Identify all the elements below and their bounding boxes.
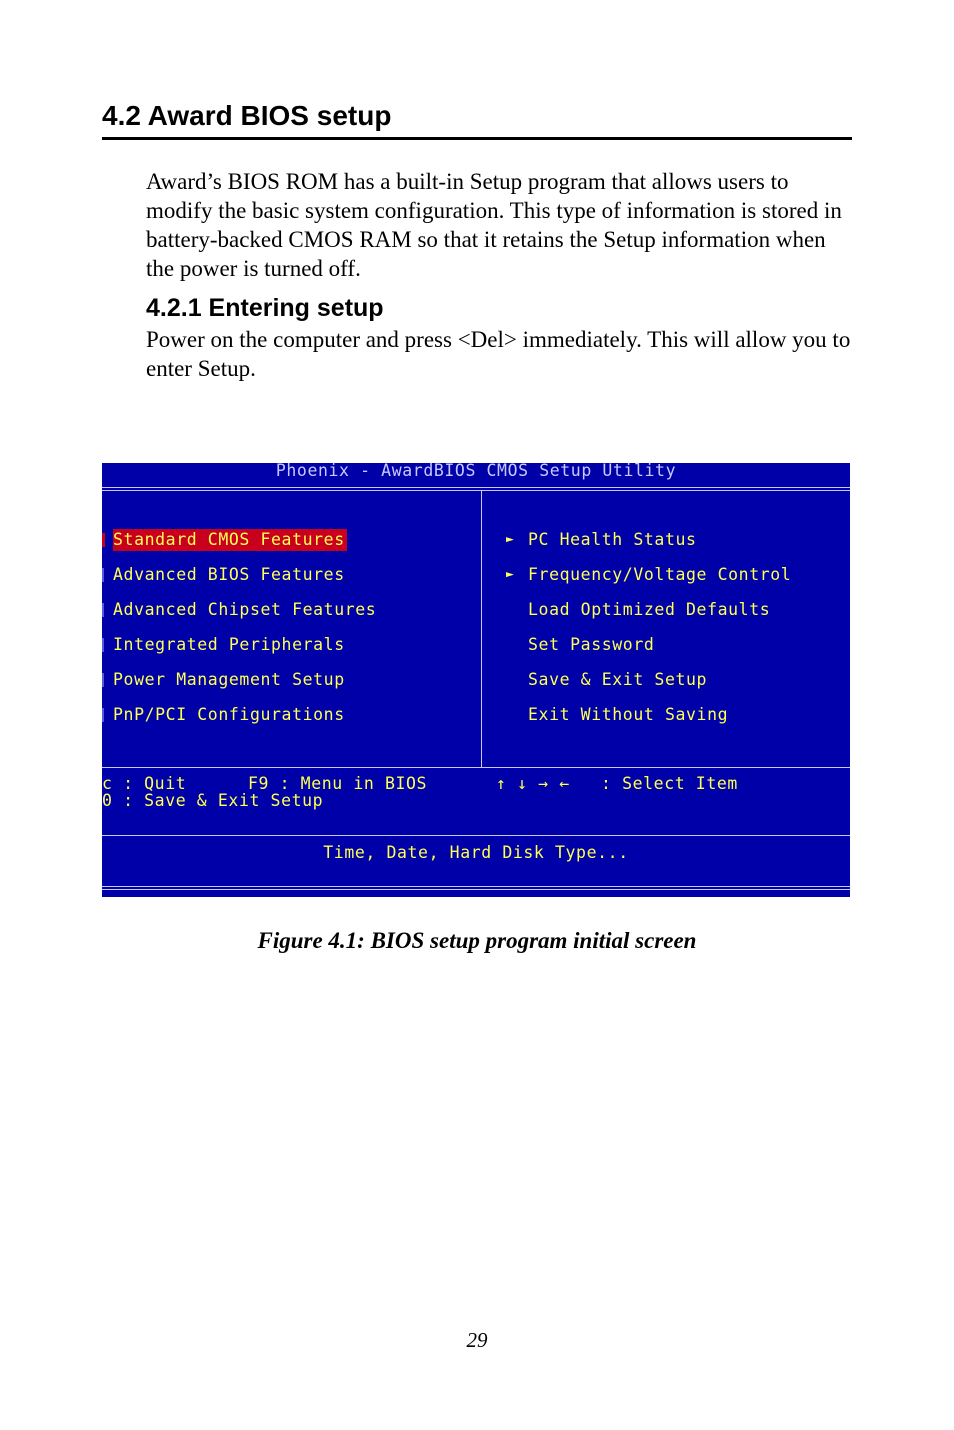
key-menu-in-bios: F9 : Menu in BIOS (248, 774, 428, 793)
arrow-keys-icon: ↑ ↓ → ← (496, 774, 570, 793)
menu-item-integrated-peripherals[interactable]: Integrated Peripherals (113, 635, 345, 654)
key-select-item: : Select Item (601, 774, 738, 793)
submenu-arrow-icon: ► (506, 567, 515, 582)
intro-paragraph: Award’s BIOS ROM has a built-in Setup program that allows users to modify the basic system configuration. This type of information is stored in battery-backed CMOS RAM so that it retains the Setup information when the power is turned off. (146, 169, 842, 281)
figure-caption: Figure 4.1: BIOS setup program initial screen (257, 928, 697, 953)
menu-item-exit-without-saving[interactable]: Exit Without Saving (528, 705, 729, 724)
key-quit: c : Quit (102, 774, 187, 793)
bios-divider-top-2 (102, 490, 850, 491)
menu-item-pc-health[interactable]: PC Health Status (528, 530, 697, 549)
bios-help-line: Time, Date, Hard Disk Type... (323, 843, 629, 862)
menu-item-load-defaults[interactable]: Load Optimized Defaults (528, 600, 771, 619)
selection-marker (102, 533, 105, 547)
bios-column-divider (481, 490, 482, 767)
menu-bullet (102, 673, 104, 687)
menu-item-pnp-pci[interactable]: PnP/PCI Configurations (113, 705, 345, 724)
menu-item-frequency-voltage[interactable]: Frequency/Voltage Control (528, 565, 792, 584)
menu-item-save-exit[interactable]: Save & Exit Setup (528, 670, 708, 689)
key-save-exit: 0 : Save & Exit Setup (102, 791, 324, 810)
bios-title: Phoenix - AwardBIOS CMOS Setup Utility (275, 463, 677, 480)
menu-bullet (102, 568, 104, 582)
bios-divider-bottom-2 (102, 889, 850, 890)
section-heading: 4.2 Award BIOS setup (102, 100, 392, 131)
heading-rule (102, 137, 852, 140)
entering-setup-paragraph: Power on the computer and press <Del> immediately. This will allow you to enter Setup. (146, 327, 851, 381)
menu-item-standard-cmos[interactable]: Standard CMOS Features (113, 530, 345, 549)
menu-bullet (102, 638, 104, 652)
menu-bullet (102, 708, 104, 722)
bios-screen (102, 463, 850, 897)
submenu-arrow-icon: ► (506, 532, 515, 547)
menu-item-power-management[interactable]: Power Management Setup (113, 670, 345, 689)
menu-item-set-password[interactable]: Set Password (528, 635, 655, 654)
page-number: 29 (466, 1328, 488, 1352)
bios-divider-top (102, 487, 850, 488)
subsection-heading: 4.2.1 Entering setup (146, 294, 384, 322)
menu-item-advanced-bios[interactable]: Advanced BIOS Features (113, 565, 345, 584)
menu-item-advanced-chipset[interactable]: Advanced Chipset Features (113, 600, 377, 619)
bios-divider-keys (102, 767, 850, 768)
menu-bullet (102, 603, 104, 617)
bios-divider-help (102, 835, 850, 836)
bios-divider-bottom (102, 886, 850, 887)
